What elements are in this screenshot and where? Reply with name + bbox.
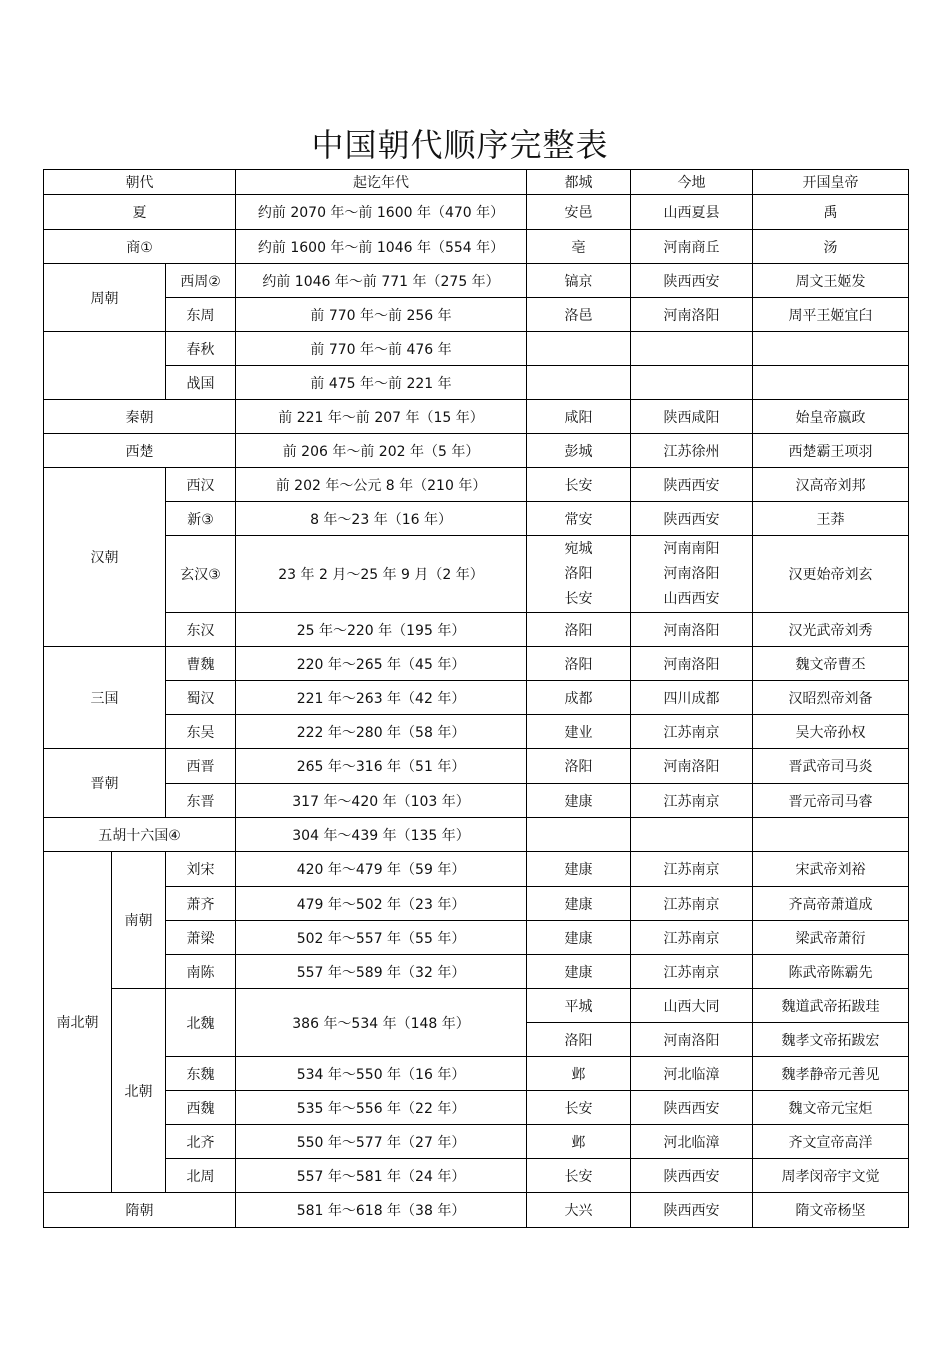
capital-cell: 邺: [527, 1057, 631, 1091]
location-cell: 河南洛阳: [631, 613, 753, 647]
location-cell: 河南洛阳: [631, 298, 753, 332]
table-row: [44, 989, 909, 1023]
founder-cell: 齐高帝萧道成: [753, 887, 909, 921]
dynasty-subgroup-name: 北朝: [112, 989, 166, 1193]
dynasty-name: 隋朝: [44, 1193, 236, 1228]
period-cell: 479 年～502 年（23 年）: [236, 887, 527, 921]
dynasty-name: 商①: [44, 230, 236, 264]
location-cell: 江苏南京: [631, 852, 753, 887]
period-cell: 550 年～577 年（27 年）: [236, 1125, 527, 1159]
founder-cell: 齐文宣帝高洋: [753, 1125, 909, 1159]
dynasty-name: 西楚: [44, 434, 236, 468]
header-founder: 开国皇帝: [753, 170, 909, 195]
capital-cell: 建康: [527, 921, 631, 955]
dynasty-name: 北魏: [166, 989, 236, 1057]
period-cell: 222 年～280 年（58 年）: [236, 715, 527, 749]
capital-cell: 亳: [527, 230, 631, 264]
capital-cell: 建业: [527, 715, 631, 749]
location-cell: 江苏南京: [631, 784, 753, 818]
period-cell: 前 206 年～前 202 年（5 年）: [236, 434, 527, 468]
founder-cell: 晋元帝司马睿: [753, 784, 909, 818]
table-row: [44, 1057, 909, 1091]
period-cell: 557 年～581 年（24 年）: [236, 1159, 527, 1193]
founder-cell: 始皇帝嬴政: [753, 400, 909, 434]
dynasty-name: 五胡十六国④: [44, 818, 236, 852]
location-cell: 河南洛阳: [631, 647, 753, 681]
capital-cell: 洛阳: [527, 1023, 631, 1057]
table-row: [44, 502, 909, 536]
document-title: 中国朝代顺序完整表: [311, 126, 609, 164]
header-location: 今地: [631, 170, 753, 195]
period-cell: 约前 2070 年～前 1600 年（470 年）: [236, 195, 527, 230]
dynasty-name: 萧梁: [166, 921, 236, 955]
table-row: [44, 1159, 909, 1193]
founder-cell: 周孝闵帝宇文觉: [753, 1159, 909, 1193]
founder-cell: [753, 332, 909, 366]
capital-cell: 长安: [527, 1091, 631, 1125]
capital-line: 宛城: [564, 540, 593, 557]
dynasty-group-name: 晋朝: [44, 749, 166, 818]
capital-cell: 成都: [527, 681, 631, 715]
table-row: [44, 749, 909, 784]
table-row: [44, 921, 909, 955]
capital-cell: [527, 366, 631, 400]
period-cell: 23 年 2 月～25 年 9 月（2 年）: [236, 536, 527, 613]
capital-cell: [527, 818, 631, 852]
table-row: [44, 366, 909, 400]
header-row: [44, 170, 909, 195]
table-row: [44, 681, 909, 715]
period-cell: 221 年～263 年（42 年）: [236, 681, 527, 715]
capital-cell: 平城: [527, 989, 631, 1023]
period-cell: 约前 1046 年～前 771 年（275 年）: [236, 264, 527, 298]
capital-line: 洛阳: [564, 565, 593, 582]
dynasty-name: 西魏: [166, 1091, 236, 1125]
location-cell: 河北临漳: [631, 1125, 753, 1159]
period-cell: 317 年～420 年（103 年）: [236, 784, 527, 818]
capital-cell: 洛阳: [527, 613, 631, 647]
period-cell: 534 年～550 年（16 年）: [236, 1057, 527, 1091]
capital-cell: 长安: [527, 468, 631, 502]
dynasty-name: 秦朝: [44, 400, 236, 434]
location-cell: 四川成都: [631, 681, 753, 715]
founder-cell: 魏文帝曹丕: [753, 647, 909, 681]
period-cell: 220 年～265 年（45 年）: [236, 647, 527, 681]
header-period: 起讫年代: [236, 170, 527, 195]
founder-cell: 陈武帝陈霸先: [753, 955, 909, 989]
period-cell: 8 年～23 年（16 年）: [236, 502, 527, 536]
capital-cell: 咸阳: [527, 400, 631, 434]
table-row: [44, 955, 909, 989]
dynasty-group-name: 周朝: [44, 264, 166, 332]
dynasty-name: 东吴: [166, 715, 236, 749]
capital-cell: 常安: [527, 502, 631, 536]
dynasty-name: 刘宋: [166, 852, 236, 887]
period-cell: 25 年～220 年（195 年）: [236, 613, 527, 647]
dynasty-name: 西周②: [166, 264, 236, 298]
header-capital: 都城: [527, 170, 631, 195]
capital-cell: [527, 536, 631, 613]
period-cell: 502 年～557 年（55 年）: [236, 921, 527, 955]
capital-cell: 洛阳: [527, 749, 631, 784]
dynasty-name: 战国: [166, 366, 236, 400]
capital-cell: 安邑: [527, 195, 631, 230]
location-cell: 陕西西安: [631, 468, 753, 502]
dynasty-group-name: 三国: [44, 647, 166, 749]
dynasty-name: 新③: [166, 502, 236, 536]
founder-cell: 隋文帝杨坚: [753, 1193, 909, 1228]
table-row: [44, 1091, 909, 1125]
capital-cell: 大兴: [527, 1193, 631, 1228]
location-cell: 陕西西安: [631, 1159, 753, 1193]
founder-cell: 汉光武帝刘秀: [753, 613, 909, 647]
location-cell: [631, 366, 753, 400]
founder-cell: 周平王姬宜臼: [753, 298, 909, 332]
location-cell: 河南商丘: [631, 230, 753, 264]
table-row: [44, 264, 909, 298]
founder-cell: 汉更始帝刘玄: [753, 536, 909, 613]
location-cell: 陕西西安: [631, 1091, 753, 1125]
table-row: [44, 536, 909, 613]
empty-group-cell: [44, 332, 166, 400]
table-row: [44, 1125, 909, 1159]
location-cell: [631, 536, 753, 613]
dynasty-name: 西汉: [166, 468, 236, 502]
location-line: 河南洛阳: [663, 565, 720, 582]
period-cell: 557 年～589 年（32 年）: [236, 955, 527, 989]
dynasty-name: 蜀汉: [166, 681, 236, 715]
founder-cell: 魏道武帝拓跋珪: [753, 989, 909, 1023]
table-row: [44, 468, 909, 502]
table-row: [44, 1193, 909, 1228]
dynasty-name: 萧齐: [166, 887, 236, 921]
location-cell: [631, 332, 753, 366]
table-row: [44, 230, 909, 264]
table-row: [44, 715, 909, 749]
dynasty-table: [43, 169, 909, 1228]
founder-cell: [753, 366, 909, 400]
period-cell: 420 年～479 年（59 年）: [236, 852, 527, 887]
dynasty-name: 北齐: [166, 1125, 236, 1159]
capital-cell: 长安: [527, 1159, 631, 1193]
period-cell: 前 475 年～前 221 年: [236, 366, 527, 400]
founder-cell: 晋武帝司马炎: [753, 749, 909, 784]
table-row: [44, 613, 909, 647]
period-cell: 535 年～556 年（22 年）: [236, 1091, 527, 1125]
dynasty-name: 春秋: [166, 332, 236, 366]
location-cell: 山西大同: [631, 989, 753, 1023]
founder-cell: 梁武帝萧衍: [753, 921, 909, 955]
period-cell: 265 年～316 年（51 年）: [236, 749, 527, 784]
founder-cell: [753, 818, 909, 852]
location-cell: 河南洛阳: [631, 1023, 753, 1057]
dynasty-name: 曹魏: [166, 647, 236, 681]
table-row: [44, 852, 909, 887]
dynasty-name: 玄汉③: [166, 536, 236, 613]
capital-cell: 镐京: [527, 264, 631, 298]
table-row: [44, 887, 909, 921]
location-cell: 河南洛阳: [631, 749, 753, 784]
capital-cell: 建康: [527, 955, 631, 989]
location-cell: [631, 818, 753, 852]
table-row: [44, 298, 909, 332]
capital-line: 长安: [564, 590, 593, 607]
period-cell: 前 202 年～公元 8 年（210 年）: [236, 468, 527, 502]
location-cell: 江苏南京: [631, 921, 753, 955]
capital-cell: 洛邑: [527, 298, 631, 332]
table-row: [44, 332, 909, 366]
capital-cell: 洛阳: [527, 647, 631, 681]
capital-cell: 彭城: [527, 434, 631, 468]
founder-cell: 宋武帝刘裕: [753, 852, 909, 887]
table-row: [44, 434, 909, 468]
founder-cell: 魏文帝元宝炬: [753, 1091, 909, 1125]
founder-cell: 西楚霸王项羽: [753, 434, 909, 468]
founder-cell: 禹: [753, 195, 909, 230]
capital-cell: 建康: [527, 852, 631, 887]
location-cell: 陕西西安: [631, 1193, 753, 1228]
location-cell: 陕西西安: [631, 264, 753, 298]
dynasty-subgroup-name: 南朝: [112, 852, 166, 989]
table-row: [44, 818, 909, 852]
dynasty-name: 西晋: [166, 749, 236, 784]
founder-cell: 王莽: [753, 502, 909, 536]
location-line: 山西西安: [663, 590, 720, 607]
table-row: [44, 784, 909, 818]
dynasty-name: 东魏: [166, 1057, 236, 1091]
founder-cell: 周文王姬发: [753, 264, 909, 298]
dynasty-name: 南陈: [166, 955, 236, 989]
location-cell: 江苏徐州: [631, 434, 753, 468]
capital-cell: 建康: [527, 784, 631, 818]
location-cell: 江苏南京: [631, 715, 753, 749]
location-cell: 江苏南京: [631, 955, 753, 989]
founder-cell: 汤: [753, 230, 909, 264]
founder-cell: 魏孝文帝拓跋宏: [753, 1023, 909, 1057]
period-cell: 前 770 年～前 256 年: [236, 298, 527, 332]
dynasty-group-name: 汉朝: [44, 468, 166, 647]
capital-cell: [527, 332, 631, 366]
period-cell: 386 年～534 年（148 年）: [236, 989, 527, 1057]
dynasty-name: 东晋: [166, 784, 236, 818]
location-cell: 江苏南京: [631, 887, 753, 921]
dynasty-name: 东汉: [166, 613, 236, 647]
location-cell: 河北临漳: [631, 1057, 753, 1091]
header-dynasty: 朝代: [44, 170, 236, 195]
dynasty-group-name: 南北朝: [44, 852, 112, 1193]
period-cell: 304 年～439 年（135 年）: [236, 818, 527, 852]
dynasty-name: 东周: [166, 298, 236, 332]
period-cell: 581 年～618 年（38 年）: [236, 1193, 527, 1228]
table-row: [44, 400, 909, 434]
founder-cell: 魏孝静帝元善见: [753, 1057, 909, 1091]
dynasty-name: 北周: [166, 1159, 236, 1193]
location-cell: 山西夏县: [631, 195, 753, 230]
table-row: [44, 647, 909, 681]
period-cell: 前 770 年～前 476 年: [236, 332, 527, 366]
period-cell: 约前 1600 年～前 1046 年（554 年）: [236, 230, 527, 264]
location-cell: 陕西咸阳: [631, 400, 753, 434]
location-cell: 陕西西安: [631, 502, 753, 536]
location-line: 河南南阳: [663, 540, 720, 557]
capital-cell: 邺: [527, 1125, 631, 1159]
founder-cell: 吴大帝孙权: [753, 715, 909, 749]
dynasty-name: 夏: [44, 195, 236, 230]
founder-cell: 汉高帝刘邦: [753, 468, 909, 502]
period-cell: 前 221 年～前 207 年（15 年）: [236, 400, 527, 434]
capital-cell: 建康: [527, 887, 631, 921]
founder-cell: 汉昭烈帝刘备: [753, 681, 909, 715]
table-row: [44, 195, 909, 230]
